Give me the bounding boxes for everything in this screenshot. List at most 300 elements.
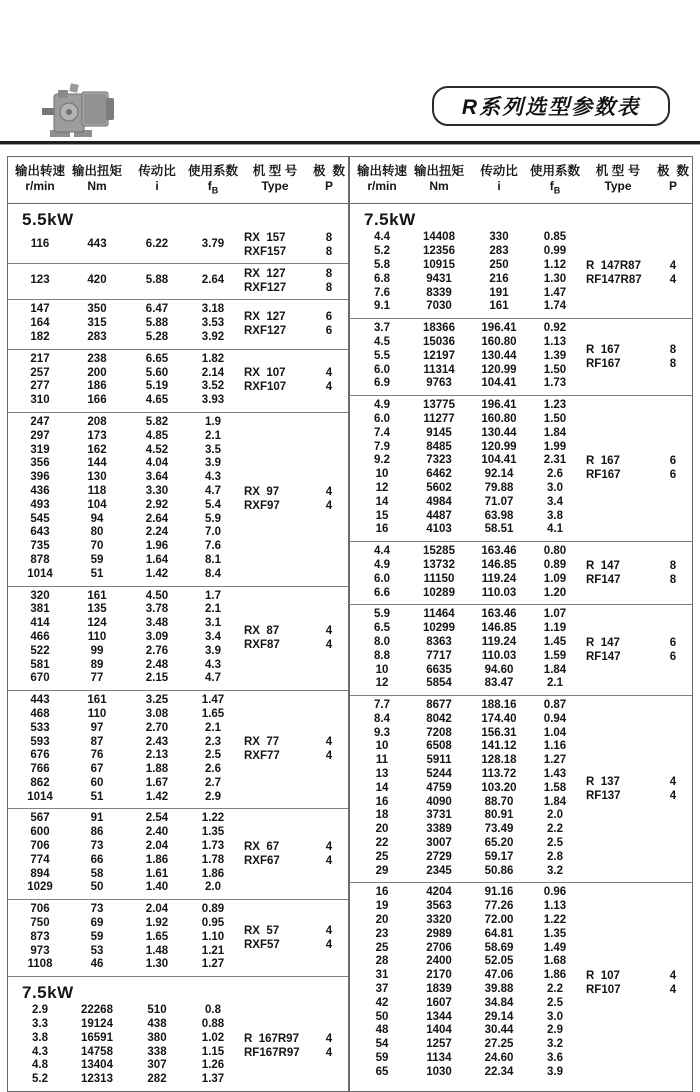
- cell-torque: 11150: [423, 572, 455, 585]
- model-type-block: [582, 259, 692, 287]
- model-type-line: [582, 573, 692, 587]
- model-type-block: [240, 267, 348, 295]
- cell-service-factor: 2.1: [205, 721, 221, 734]
- table-section: [350, 395, 692, 541]
- cell-torque: 14758: [81, 1045, 113, 1058]
- data-rows: [8, 303, 240, 344]
- model-type-line: [582, 454, 692, 468]
- cell-ratio: 2.48: [145, 658, 169, 671]
- table-row: [350, 969, 582, 983]
- cell-speed: 4.4: [374, 231, 390, 244]
- cell-ratio: 1.48: [145, 944, 169, 957]
- data-rows: [8, 903, 240, 972]
- cell-torque: 315: [87, 317, 107, 330]
- table-row: [8, 238, 240, 252]
- table-row: [8, 1046, 240, 1060]
- model-type-line: [582, 650, 692, 664]
- table-row: [350, 740, 582, 754]
- table-row: [8, 749, 240, 763]
- cell-torque: 2400: [426, 955, 452, 968]
- cell-speed: 277: [30, 380, 50, 393]
- cell-ratio: 330: [489, 231, 509, 244]
- cell-speed: 878: [30, 553, 50, 566]
- table-row: [350, 650, 582, 664]
- model-type: R 147R87: [586, 259, 641, 272]
- cell-torque: 18366: [423, 322, 455, 335]
- cell-torque: 13732: [423, 558, 455, 571]
- cell-speed: 381: [30, 603, 50, 616]
- cell-speed: 6.9: [374, 377, 390, 390]
- cell-ratio: 3.30: [145, 484, 169, 497]
- cell-speed: 31: [375, 969, 389, 982]
- model-type: RX 67: [244, 840, 280, 853]
- cell-torque: 12356: [423, 245, 455, 258]
- cell-ratio: 1.92: [145, 917, 169, 930]
- cell-ratio: 2.04: [145, 840, 169, 853]
- cell-service-factor: 1.12: [543, 258, 567, 271]
- cell-service-factor: 3.79: [201, 238, 225, 251]
- data-rows: [350, 699, 582, 878]
- cell-torque: 208: [87, 415, 107, 428]
- header-unit: Type: [604, 179, 632, 193]
- table-row: [8, 617, 240, 631]
- pole-count: 4: [669, 789, 677, 802]
- cell-torque: 1030: [426, 1065, 452, 1078]
- model-type-block: [240, 485, 348, 513]
- cell-torque: 6462: [426, 468, 452, 481]
- cell-service-factor: 1.99: [543, 440, 567, 453]
- cell-torque: 443: [87, 238, 107, 251]
- cell-service-factor: 1.86: [543, 969, 567, 982]
- section-group: [8, 416, 348, 582]
- cell-ratio: 110.03: [481, 586, 517, 599]
- cell-service-factor: 4.1: [547, 523, 563, 536]
- cell-speed: 3.8: [32, 1031, 48, 1044]
- model-type-block: [240, 366, 348, 394]
- cell-service-factor: 3.9: [547, 1065, 563, 1078]
- cell-service-factor: 8.4: [205, 567, 221, 580]
- model-type-line: [240, 840, 348, 854]
- data-rows: [8, 590, 240, 687]
- model-type: RX 87: [244, 624, 280, 637]
- cell-speed: 443: [30, 694, 50, 707]
- cell-service-factor: 1.45: [543, 635, 567, 648]
- data-rows: [8, 238, 240, 252]
- table-row: [8, 457, 240, 471]
- cell-service-factor: 1.22: [543, 914, 567, 927]
- cell-ratio: 1.96: [145, 540, 169, 553]
- data-rows: [350, 399, 582, 537]
- model-type: R 167R97: [244, 1032, 299, 1045]
- cell-ratio: 4.85: [145, 429, 169, 442]
- header-label: 输出转速: [14, 164, 65, 178]
- model-type: RX 107: [244, 367, 286, 380]
- parameter-table: [7, 156, 693, 1092]
- model-type: R 167: [586, 343, 620, 356]
- cell-torque: 3007: [426, 837, 452, 850]
- model-type-line: [582, 983, 692, 997]
- table-row: [8, 945, 240, 959]
- cell-ratio: 2.43: [145, 735, 169, 748]
- header-label-row: [350, 163, 692, 179]
- cell-speed: 19: [375, 900, 389, 913]
- cell-service-factor: 1.21: [201, 944, 225, 957]
- header-unit: Type: [261, 179, 289, 193]
- cell-ratio: 29.14: [484, 1010, 514, 1023]
- cell-service-factor: 1.82: [201, 352, 225, 365]
- cell-service-factor: 1.22: [201, 812, 225, 825]
- cell-torque: 7717: [426, 649, 452, 662]
- cell-torque: 73: [90, 903, 104, 916]
- header-unit: $f_B$: [549, 179, 561, 196]
- cell-service-factor: 3.52: [201, 380, 225, 393]
- table-row: [8, 353, 240, 367]
- cell-service-factor: 2.1: [205, 603, 221, 616]
- cell-service-factor: 1.9: [205, 415, 221, 428]
- cell-ratio: 1.67: [145, 776, 169, 789]
- cell-torque: 144: [87, 457, 107, 470]
- model-type: RX 57: [244, 924, 280, 937]
- pole-count: 4: [669, 775, 677, 788]
- header-unit: $f_B$: [207, 179, 219, 196]
- cell-speed: 581: [30, 658, 50, 671]
- table-row: [350, 796, 582, 810]
- cell-ratio: 119.24: [481, 572, 517, 585]
- model-type: RXF107: [244, 381, 287, 394]
- header-label: 使用系数: [187, 164, 238, 178]
- table-row: [350, 636, 582, 650]
- model-type: RX 77: [244, 736, 280, 749]
- cell-service-factor: 3.4: [547, 495, 563, 508]
- table-row: [350, 1024, 582, 1038]
- cell-ratio: 1.86: [145, 853, 169, 866]
- table-row: [350, 942, 582, 956]
- table-row: [350, 399, 582, 413]
- section-group: [8, 694, 348, 804]
- cell-speed: 9.2: [374, 454, 390, 467]
- cell-speed: 8.0: [374, 635, 390, 648]
- cell-torque: 51: [90, 790, 104, 803]
- cell-service-factor: 1.26: [201, 1059, 225, 1072]
- pole-count: 4: [669, 259, 677, 272]
- cell-torque: 8677: [426, 699, 452, 712]
- model-type: RF137: [586, 789, 621, 802]
- cell-speed: 6.5: [374, 622, 390, 635]
- model-type: R 167: [586, 455, 620, 468]
- cell-service-factor: 0.89: [543, 558, 567, 571]
- table-section: [350, 204, 692, 318]
- cell-speed: 522: [30, 644, 50, 657]
- cell-ratio: 77.26: [484, 900, 514, 913]
- cell-torque: 3563: [426, 900, 452, 913]
- table-row: [350, 300, 582, 314]
- table-section: [8, 899, 348, 976]
- cell-torque: 420: [87, 274, 107, 287]
- pole-count: 4: [669, 273, 677, 286]
- cell-service-factor: 2.6: [547, 468, 563, 481]
- table-section: [8, 263, 348, 299]
- cell-torque: 8042: [426, 712, 452, 725]
- cell-service-factor: 4.7: [205, 484, 221, 497]
- cell-torque: 50: [90, 881, 104, 894]
- cell-torque: 2989: [426, 927, 452, 940]
- cell-service-factor: 1.74: [543, 300, 567, 313]
- cell-service-factor: 0.99: [543, 245, 567, 258]
- cell-ratio: 52.05: [484, 955, 514, 968]
- cell-ratio: 120.99: [481, 440, 517, 453]
- model-type-line: [582, 559, 692, 573]
- cell-torque: 12197: [423, 349, 455, 362]
- model-type-line: [240, 499, 348, 513]
- model-type: RXF127: [244, 282, 287, 295]
- cell-service-factor: 1.10: [201, 930, 225, 943]
- model-type-line: [582, 343, 692, 357]
- cell-service-factor: 0.89: [201, 903, 225, 916]
- cell-ratio: 91.16: [484, 886, 514, 899]
- cell-speed: 16: [375, 886, 389, 899]
- pole-count: 4: [325, 840, 333, 853]
- cell-torque: 6635: [426, 663, 452, 676]
- cell-service-factor: 5.4: [205, 498, 221, 511]
- pole-count: 8: [325, 282, 333, 295]
- header-label: 机 型 号: [595, 164, 641, 178]
- cell-speed: 116: [30, 238, 50, 251]
- model-type-line: [240, 749, 348, 763]
- pole-count: 4: [325, 381, 333, 394]
- cell-ratio: 146.85: [481, 558, 517, 571]
- table-row: [8, 777, 240, 791]
- pole-count: 8: [325, 246, 333, 259]
- table-row: [350, 510, 582, 524]
- model-type-block: [240, 924, 348, 952]
- cell-service-factor: 1.23: [543, 399, 567, 412]
- header-unit: i: [497, 179, 501, 193]
- cell-speed: 4.5: [374, 335, 390, 348]
- cell-ratio: 3.25: [145, 694, 169, 707]
- header-label: 输出扭矩: [71, 164, 122, 178]
- table-row: [350, 350, 582, 364]
- table-row: [350, 823, 582, 837]
- cell-speed: 29: [375, 864, 389, 877]
- cell-torque: 5244: [426, 768, 452, 781]
- cell-speed: 706: [30, 840, 50, 853]
- cell-ratio: 1.42: [145, 790, 169, 803]
- cell-ratio: 79.88: [484, 481, 514, 494]
- cell-speed: 3.7: [374, 322, 390, 335]
- section-group: [8, 1004, 348, 1087]
- table-row: [8, 603, 240, 617]
- cell-ratio: 2.13: [145, 749, 169, 762]
- cell-ratio: 64.81: [484, 927, 514, 940]
- cell-service-factor: 2.3: [205, 735, 221, 748]
- model-type: RXF87: [244, 638, 280, 651]
- cell-torque: 2706: [426, 941, 452, 954]
- cell-service-factor: 3.92: [201, 330, 225, 343]
- cell-service-factor: 2.5: [547, 996, 563, 1009]
- cell-torque: 16591: [81, 1031, 113, 1044]
- cell-speed: 18: [375, 809, 389, 822]
- cell-ratio: 5.82: [145, 415, 169, 428]
- cell-speed: 1029: [27, 881, 53, 894]
- section-group: [350, 545, 692, 600]
- table-section: [350, 882, 692, 1083]
- table-row: [350, 441, 582, 455]
- cell-torque: 1134: [426, 1052, 452, 1065]
- cell-speed: 7.4: [374, 426, 390, 439]
- cell-torque: 135: [87, 603, 107, 616]
- cell-torque: 1404: [426, 1024, 452, 1037]
- cell-speed: 54: [375, 1038, 389, 1051]
- cell-service-factor: 1.50: [543, 363, 567, 376]
- data-rows: [8, 694, 240, 804]
- cell-speed: 7.7: [374, 699, 390, 712]
- cell-torque: 80: [90, 526, 104, 539]
- cell-service-factor: 1.13: [543, 900, 567, 913]
- table-row: [8, 444, 240, 458]
- model-type: R 147: [586, 559, 620, 572]
- cell-service-factor: 3.9: [205, 457, 221, 470]
- data-rows: [8, 274, 240, 288]
- table-section: [8, 204, 348, 263]
- cell-speed: 16: [375, 523, 389, 536]
- table-row: [8, 958, 240, 972]
- cell-speed: 468: [30, 707, 50, 720]
- cell-ratio: 110.03: [481, 649, 517, 662]
- table-row: [8, 868, 240, 882]
- pole-count: 4: [325, 854, 333, 867]
- cell-torque: 59: [90, 553, 104, 566]
- table-row: [350, 851, 582, 865]
- cell-speed: 5.8: [374, 258, 390, 271]
- cell-service-factor: 1.02: [201, 1031, 225, 1044]
- cell-ratio: 5.88: [145, 317, 169, 330]
- cell-ratio: 2.40: [145, 826, 169, 839]
- cell-torque: 15036: [423, 335, 455, 348]
- cell-speed: 1108: [27, 958, 53, 971]
- cell-torque: 166: [87, 394, 107, 407]
- pole-count: 8: [669, 559, 677, 572]
- model-type-line: [240, 231, 348, 245]
- cell-service-factor: 2.9: [547, 1024, 563, 1037]
- cell-ratio: 2.15: [145, 672, 169, 685]
- table-row: [350, 699, 582, 713]
- model-type-line: [240, 735, 348, 749]
- cell-service-factor: 0.80: [543, 545, 567, 558]
- table-row: [350, 336, 582, 350]
- cell-service-factor: 3.2: [547, 864, 563, 877]
- cell-ratio: 73.49: [484, 823, 514, 836]
- cell-torque: 161: [87, 589, 107, 602]
- cell-torque: 3320: [426, 914, 452, 927]
- cell-service-factor: 3.5: [205, 443, 221, 456]
- cell-ratio: 380: [147, 1031, 167, 1044]
- power-rating-label: 7.5kW: [364, 210, 416, 230]
- cell-ratio: 216: [489, 272, 509, 285]
- cell-speed: 12: [375, 481, 389, 494]
- cell-ratio: 50.86: [484, 864, 514, 877]
- cell-service-factor: 2.9: [205, 790, 221, 803]
- cell-torque: 8363: [426, 635, 452, 648]
- cell-speed: 4.8: [32, 1059, 48, 1072]
- model-type: RF147: [586, 573, 621, 586]
- cell-service-factor: 3.53: [201, 317, 225, 330]
- cell-ratio: 1.65: [145, 930, 169, 943]
- table-row: [8, 722, 240, 736]
- cell-torque: 1257: [426, 1038, 452, 1051]
- model-type: RF167: [586, 469, 621, 482]
- cell-torque: 46: [90, 958, 104, 971]
- cell-speed: 774: [30, 853, 50, 866]
- header-unit: r/min: [25, 179, 55, 193]
- table-row: [350, 259, 582, 273]
- table-row: [8, 917, 240, 931]
- cell-service-factor: 1.86: [201, 867, 225, 880]
- cell-ratio: 59.17: [484, 850, 514, 863]
- cell-service-factor: 1.84: [543, 795, 567, 808]
- cell-speed: 20: [375, 914, 389, 927]
- cell-torque: 9763: [426, 377, 452, 390]
- cell-service-factor: 2.6: [205, 763, 221, 776]
- cell-ratio: 30.44: [484, 1024, 514, 1037]
- header-label: 传动比: [138, 164, 176, 178]
- cell-torque: 2170: [426, 969, 452, 982]
- cell-speed: 23: [375, 927, 389, 940]
- cell-torque: 11314: [423, 363, 455, 376]
- cell-service-factor: 3.6: [547, 1052, 563, 1065]
- cell-torque: 11464: [423, 608, 455, 621]
- cell-service-factor: 2.0: [547, 809, 563, 822]
- cell-ratio: 4.65: [145, 394, 169, 407]
- cell-service-factor: 2.1: [205, 429, 221, 442]
- cell-torque: 4487: [426, 509, 452, 522]
- cell-speed: 25: [375, 941, 389, 954]
- cell-ratio: 1.61: [145, 867, 169, 880]
- cell-speed: 4.9: [374, 399, 390, 412]
- model-type-block: [582, 969, 692, 997]
- cell-ratio: 282: [147, 1073, 167, 1086]
- table-row: [8, 416, 240, 430]
- cell-service-factor: 2.2: [547, 823, 563, 836]
- cell-torque: 5911: [426, 754, 452, 767]
- cell-service-factor: 7.6: [205, 540, 221, 553]
- cell-speed: 25: [375, 850, 389, 863]
- model-type: R 147: [586, 636, 620, 649]
- cell-speed: 643: [30, 526, 50, 539]
- cell-ratio: 58.51: [484, 523, 514, 536]
- cell-ratio: 5.88: [145, 274, 169, 287]
- model-type-line: [240, 638, 348, 652]
- header-unit: P: [324, 179, 333, 193]
- cell-torque: 1607: [426, 996, 452, 1009]
- cell-torque: 124: [87, 617, 107, 630]
- cell-ratio: 47.06: [484, 969, 514, 982]
- pole-count: 4: [325, 624, 333, 637]
- data-rows: [8, 353, 240, 408]
- cell-torque: 118: [87, 484, 107, 497]
- table-section: [350, 318, 692, 395]
- data-rows: [8, 1004, 240, 1087]
- cell-speed: 533: [30, 721, 50, 734]
- table-row: [350, 1011, 582, 1025]
- table-row: [8, 331, 240, 345]
- cell-speed: 8.8: [374, 649, 390, 662]
- cell-ratio: 34.84: [484, 996, 514, 1009]
- table-body-left: [8, 204, 348, 1091]
- cell-ratio: 58.69: [484, 941, 514, 954]
- section-group: [8, 303, 348, 344]
- cell-ratio: 510: [147, 1004, 167, 1017]
- cell-ratio: 156.31: [481, 726, 517, 739]
